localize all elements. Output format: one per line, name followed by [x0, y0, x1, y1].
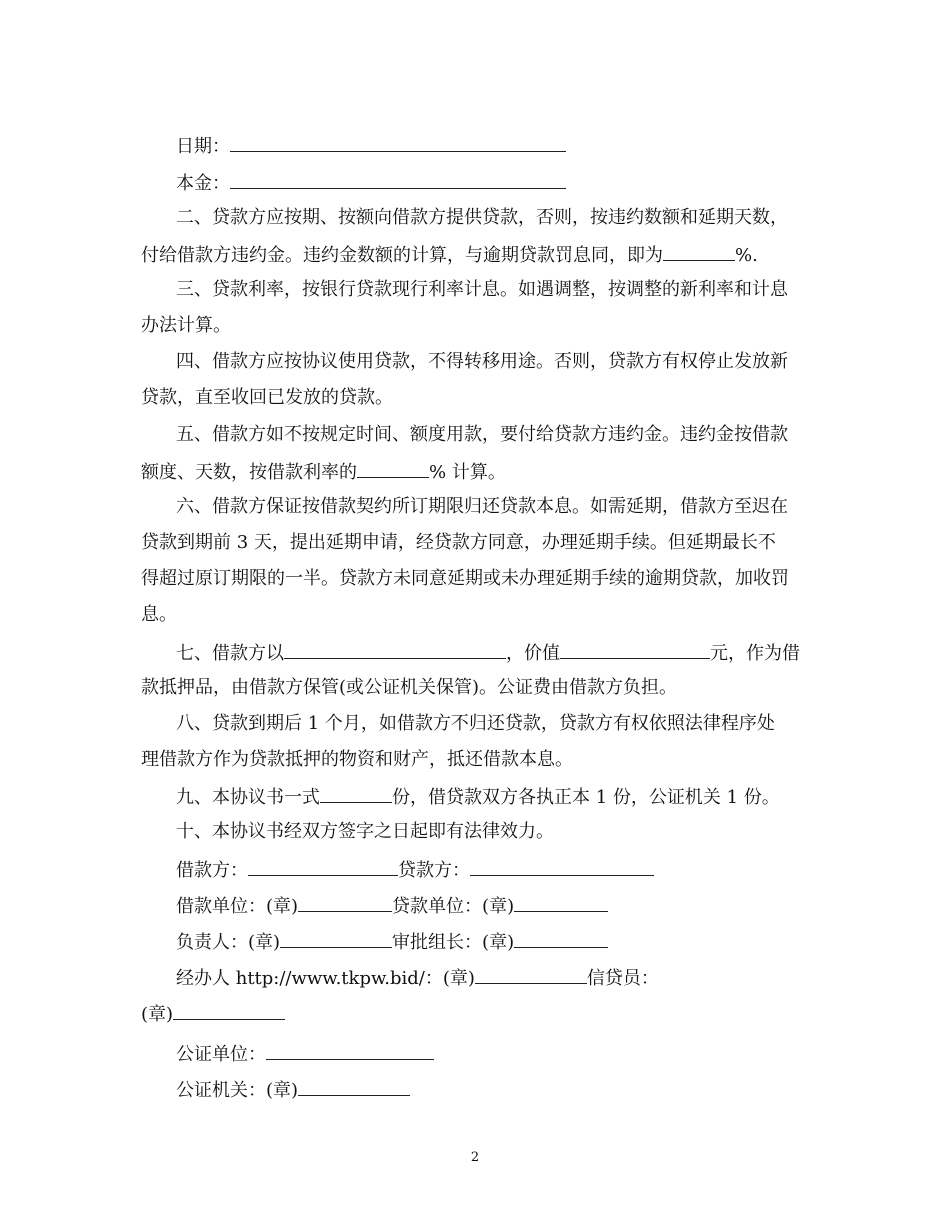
collateral-blank — [284, 640, 506, 659]
borrower-label: 借款方： — [176, 860, 248, 881]
copies-blank — [320, 784, 392, 803]
lender-blank — [470, 857, 654, 876]
clause-2-line-1: 二、贷款方应按期、按额向借款方提供贷款，否则，按违约数额和延期天数， — [176, 207, 788, 228]
lender-unit-blank — [514, 893, 608, 912]
clause-6-line-1: 六、借款方保证按借款契约所订期限归还贷款本息。如需延期，借款方至迟在 — [176, 496, 788, 517]
manager-signature-line — [176, 929, 608, 955]
clause-8-line-2: 理借款方作为贷款抵押的物资和财产，抵还借款本息。 — [141, 749, 573, 770]
page-number: 2 — [470, 1150, 480, 1165]
handler-signature-line — [176, 965, 659, 991]
date-field-line — [176, 133, 566, 159]
notary-unit-blank — [266, 1041, 434, 1060]
clause-5-line-1: 五、借款方如不按规定时间、额度用款，要付给贷款方违约金。违约金按借款 — [176, 424, 788, 445]
collateral-value-blank — [560, 640, 710, 659]
approval-leader-label: 审批组长：(章) — [392, 932, 515, 953]
date-label: 日期： — [176, 136, 230, 157]
clause-9-text: 九、本协议书一式 — [176, 787, 320, 808]
handler-blank — [475, 965, 587, 984]
clause-7-line-1 — [176, 640, 800, 666]
clause-6-line-4: 息。 — [141, 604, 177, 625]
clause-9-line — [176, 784, 780, 810]
clause-6-line-3: 得超过原订期限的一半。贷款方未同意延期或未办理延期手续的逾期贷款，加收罚 — [141, 568, 789, 589]
principal-label: 本金： — [176, 173, 230, 194]
clause-6-line-2: 贷款到期前 3 天，提出延期申请，经贷款方同意，办理延期手续。但延期最长不 — [141, 532, 776, 553]
party-signature-line — [176, 857, 654, 883]
notary-unit-line — [176, 1041, 434, 1067]
clause-4-line-2: 贷款，直至收回已发放的贷款。 — [141, 387, 393, 408]
clause-7-end: 元，作为借 — [710, 643, 800, 664]
clause-5-line-2 — [141, 459, 506, 485]
clause-7-text: 七、借款方以 — [176, 643, 284, 664]
manager-label: 负责人：(章) — [176, 932, 281, 953]
borrower-unit-blank — [298, 893, 392, 912]
percent-sign: %. — [735, 245, 758, 266]
manager-blank — [280, 929, 392, 948]
borrower-unit-label: 借款单位：(章) — [176, 896, 299, 917]
credit-officer-blank — [173, 1001, 285, 1020]
principal-field-line — [176, 170, 566, 196]
penalty-rate-blank — [663, 242, 735, 261]
borrower-blank — [248, 857, 398, 876]
clause-8-line-1: 八、贷款到期后 1 个月，如借款方不归还贷款，贷款方有权依照法律程序处 — [176, 713, 775, 734]
unit-signature-line — [176, 893, 608, 919]
clause-3-line-1: 三、贷款利率，按银行贷款现行利率计息。如遇调整，按调整的新利率和计息 — [176, 279, 788, 300]
notary-office-line — [176, 1077, 410, 1103]
clause-2-text: 付给借款方违约金。违约金数额的计算，与逾期贷款罚息同，即为 — [141, 245, 663, 266]
date-blank — [230, 133, 566, 152]
clause-4-line-1: 四、借款方应按协议使用贷款，不得转移用途。否则，贷款方有权停止发放新 — [176, 351, 788, 372]
clause-5-text: 额度、天数，按借款利率的 — [141, 462, 357, 483]
credit-officer-label: 信贷员： — [586, 968, 659, 989]
lender-unit-label: 贷款单位：(章) — [392, 896, 515, 917]
notary-office-label: 公证机关：(章) — [176, 1080, 299, 1101]
clause-7-value-label: ，价值 — [506, 643, 560, 664]
clause-5-end: % 计算。 — [429, 462, 506, 483]
interest-rate-blank — [357, 459, 429, 478]
seal-label: (章) — [141, 1004, 174, 1025]
principal-blank — [230, 170, 566, 189]
credit-officer-seal-line — [141, 1001, 285, 1027]
clause-9-end: 份，借贷款双方各执正本 1 份，公证机关 1 份。 — [392, 787, 780, 808]
approval-leader-blank — [514, 929, 608, 948]
clause-2-line-2 — [141, 242, 758, 268]
lender-label: 贷款方： — [398, 860, 470, 881]
clause-10-line: 十、本协议书经双方签字之日起即有法律效力。 — [176, 821, 554, 842]
notary-office-blank — [298, 1077, 410, 1096]
clause-3-line-2: 办法计算。 — [141, 315, 231, 336]
handler-label: 经办人 http://www.tkpw.bid/：(章) — [176, 968, 475, 989]
clause-7-line-2: 款抵押品，由借款方保管(或公证机关保管)。公证费由借款方负担。 — [141, 677, 678, 698]
notary-unit-label: 公证单位： — [176, 1044, 266, 1065]
